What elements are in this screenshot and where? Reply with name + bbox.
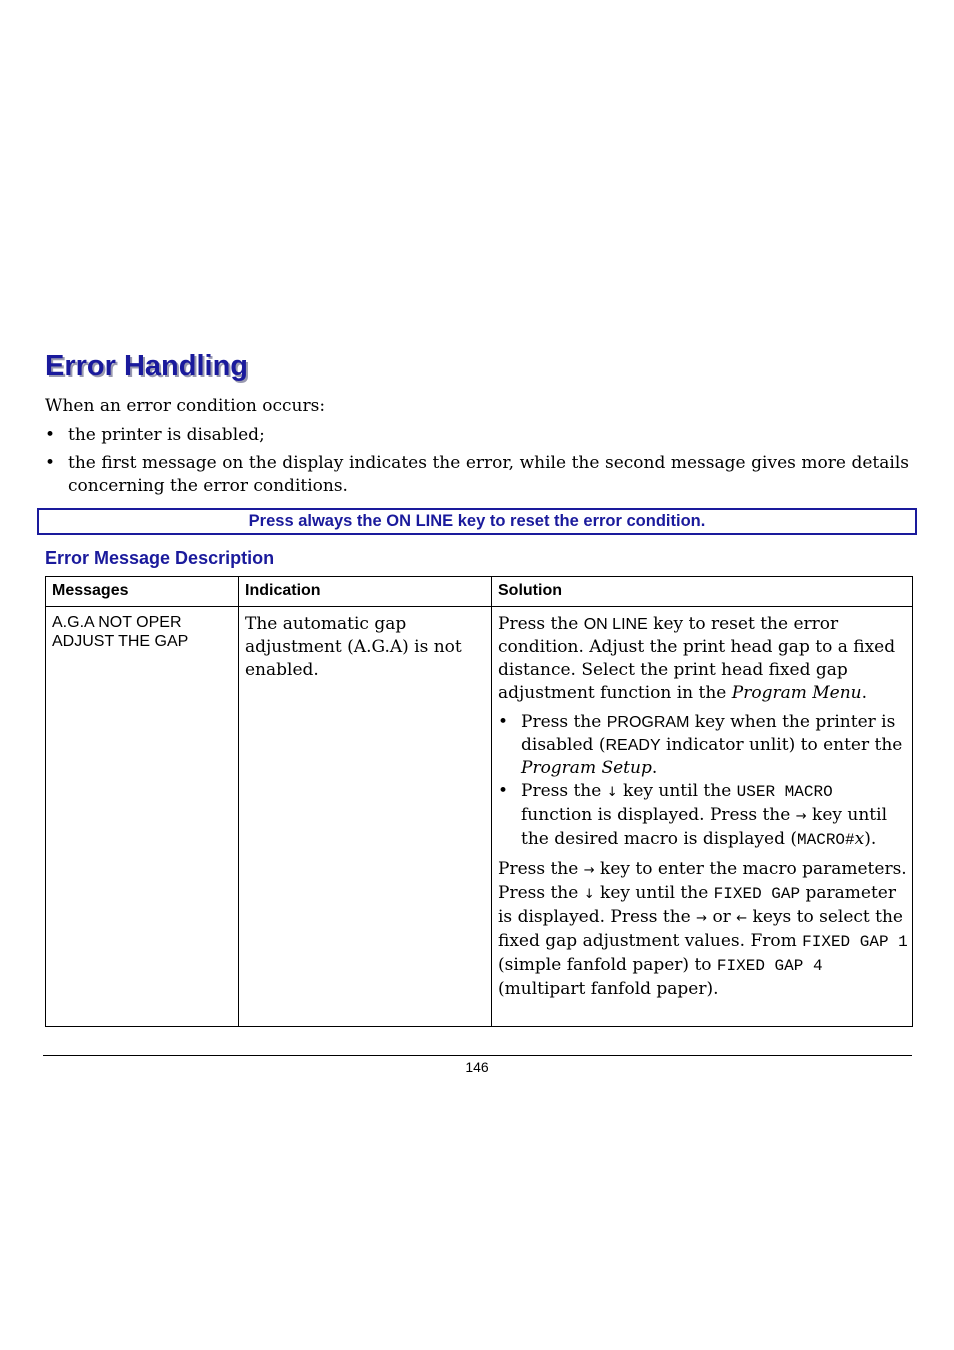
arrow-down-icon: ↓ — [606, 785, 618, 800]
arrow-right-icon: → — [795, 809, 807, 824]
bullet-icon: • — [45, 425, 56, 445]
section-heading: Error Message Description — [45, 548, 275, 568]
solution-paragraph: Press the ON LINE key to reset the error condition. Adjust the print head gap to a fixed distance. Select the print head fixed gap adjustment function in the Program Menu. — [498, 614, 896, 703]
page-number: 146 — [465, 1059, 489, 1075]
list-item — [45, 424, 909, 447]
display-message: MACRO# — [797, 831, 855, 849]
solution-steps — [498, 711, 908, 852]
menu-name: Program Setup — [521, 758, 652, 778]
key-name: READY — [605, 737, 661, 754]
display-message: USER MACRO — [736, 783, 833, 801]
message-cell — [46, 607, 239, 1027]
column-header-indication: Indication — [239, 577, 492, 607]
notice-text: Press always the ON LINE key to reset the error condition. — [248, 512, 706, 530]
condition-list — [45, 424, 909, 503]
arrow-right-icon: → — [696, 911, 708, 926]
list-item-text: the printer is disabled; — [68, 425, 265, 445]
list-item — [45, 452, 909, 498]
indication-text: The automatic gap adjustment (A.G.A) is not enabled. — [245, 614, 462, 680]
arrow-left-icon: ← — [736, 911, 748, 926]
solution-cell — [492, 607, 913, 1027]
intro-text: When an error condition occurs: — [45, 396, 326, 416]
display-message: FIXED GAP — [713, 885, 801, 903]
page-title: Error Handling — [45, 350, 249, 382]
key-name: PROGRAM — [606, 714, 690, 731]
footer-divider — [43, 1055, 912, 1056]
table-row — [46, 607, 913, 1027]
list-item: • Press the ↓ key until the USER MACRO function is displayed. Press the → key until the desired macro is displayed (MACRO#x). — [498, 781, 888, 849]
arrow-right-icon: → — [583, 863, 595, 878]
error-message-table — [45, 576, 913, 1027]
key-name: ON LINE — [583, 616, 648, 633]
column-header-messages: Messages — [46, 577, 239, 607]
list-item: • Press the PROGRAM key when the printer is disabled (READY indicator unlit) to enter the Program Setup. — [498, 712, 903, 778]
table-header-row — [46, 577, 913, 607]
list-item-text: the first message on the display indicates the error, while the second message gives more details concerning the error conditions. — [68, 453, 909, 496]
message-line: ADJUST THE GAP — [52, 633, 189, 650]
solution-paragraph: Press the → key to enter the macro parameters. Press the ↓ key until the FIXED GAP parameter is displayed. Press the → or ← keys to select the fixed gap adjustment values. From FIXED GAP 1 (simple fanfold paper) to FIXED GAP 4 (multipart fanfold paper). — [498, 859, 908, 999]
bullet-icon: • — [498, 781, 509, 801]
menu-name: Program Menu — [731, 683, 862, 703]
arrow-down-icon: ↓ — [583, 887, 595, 902]
bullet-icon: • — [45, 453, 56, 473]
display-message: FIXED GAP 1 — [802, 933, 908, 951]
bullet-icon: • — [498, 712, 509, 732]
indication-cell — [239, 607, 492, 1027]
notice-box — [37, 508, 917, 535]
display-message: FIXED GAP 4 — [716, 957, 823, 975]
column-header-solution: Solution — [492, 577, 913, 607]
message-line: A.G.A NOT OPER — [52, 614, 182, 631]
variable-text: x — [854, 829, 865, 849]
